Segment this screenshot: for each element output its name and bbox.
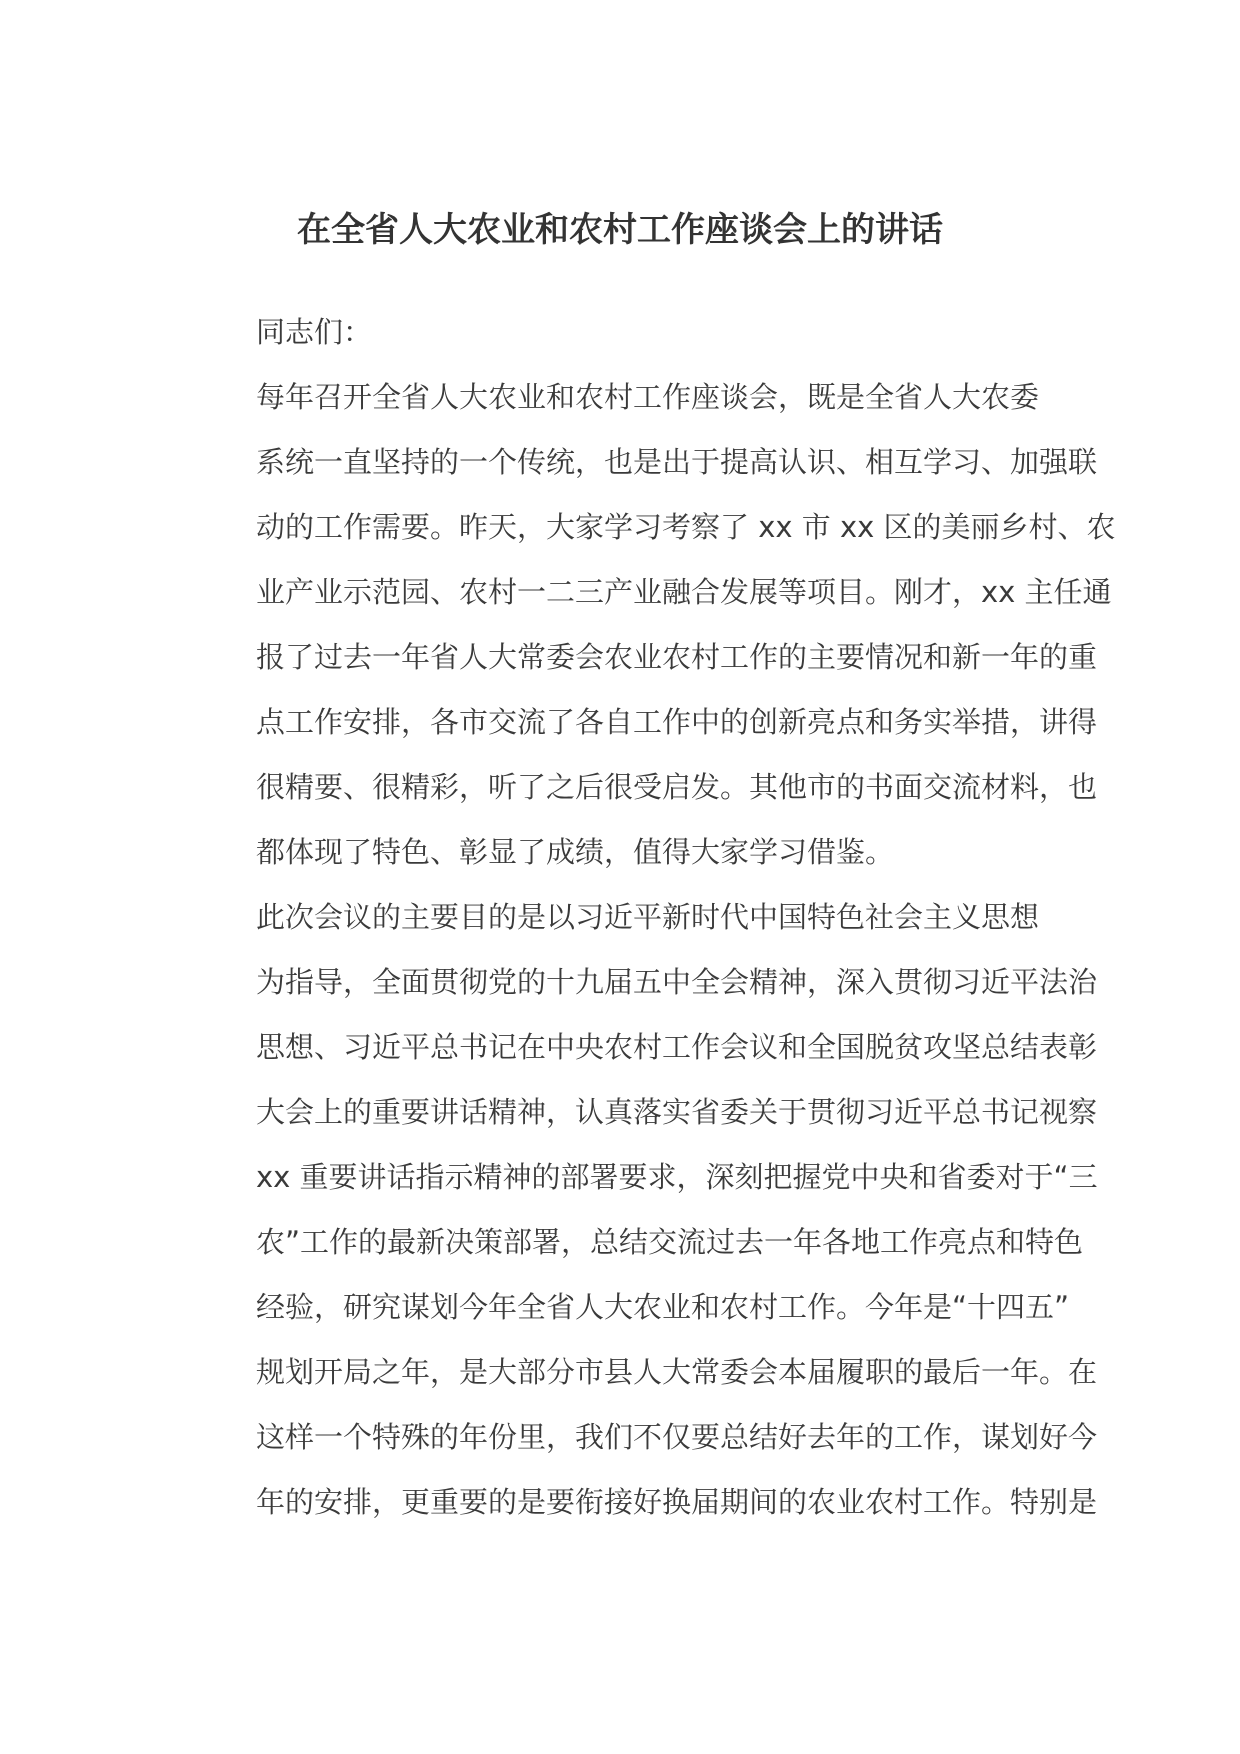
- paragraph-line: 报了过去一年省人大常委会农业农村工作的主要情况和新一年的重: [256, 640, 1098, 674]
- greeting: 同志们：: [256, 315, 373, 349]
- paragraph-line: 每年召开全省人大农业和农村工作座谈会，既是全省人大农委: [256, 380, 1040, 414]
- paragraph-line: 经验，研究谋划今年全省人大农业和农村工作。今年是“十四五”: [256, 1290, 1070, 1324]
- paragraph-line: 点工作安排，各市交流了各自工作中的创新亮点和务实举措，讲得: [256, 705, 1098, 739]
- paragraph-line: 为指导，全面贯彻党的十九届五中全会精神，深入贯彻习近平法治: [256, 965, 1098, 999]
- paragraph-line: 这样一个特殊的年份里，我们不仅要总结好去年的工作，谋划好今: [256, 1420, 1098, 1454]
- document-title: 在全省人大农业和农村工作座谈会上的讲话: [297, 210, 943, 250]
- paragraph-line: 系统一直坚持的一个传统，也是出于提高认识、相互学习、加强联: [256, 445, 1098, 479]
- paragraph-line: 规划开局之年，是大部分市县人大常委会本届履职的最后一年。在: [256, 1355, 1098, 1389]
- paragraph-line: 农”工作的最新决策部署，总结交流过去一年各地工作亮点和特色: [256, 1225, 1084, 1259]
- paragraph-line: xx 重要讲话指示精神的部署要求，深刻把握党中央和省委对于“三: [256, 1160, 1098, 1194]
- paragraph-line: 动的工作需要。昨天，大家学习考察了 xx 市 xx 区的美丽乡村、农: [256, 510, 1116, 544]
- paragraph-line: 业产业示范园、农村一二三产业融合发展等项目。刚才，xx 主任通: [256, 575, 1112, 609]
- paragraph-line: 很精要、很精彩，听了之后很受启发。其他市的书面交流材料，也: [256, 770, 1098, 804]
- paragraph-line: 都体现了特色、彰显了成绩，值得大家学习借鉴。: [256, 835, 895, 869]
- paragraph-line: 此次会议的主要目的是以习近平新时代中国特色社会主义思想: [256, 900, 1040, 934]
- document-body: [188, 300, 1116, 1535]
- paragraph-1: [188, 365, 1116, 885]
- paragraph-line: 思想、习近平总书记在中央农村工作会议和全国脱贫攻坚总结表彰: [256, 1030, 1098, 1064]
- paragraph-2: [188, 885, 1098, 1535]
- paragraph-line: 大会上的重要讲话精神，认真落实省委关于贯彻习近平总书记视察: [256, 1095, 1098, 1129]
- paragraph-line: 年的安排，更重要的是要衔接好换届期间的农业农村工作。特别是: [256, 1485, 1098, 1519]
